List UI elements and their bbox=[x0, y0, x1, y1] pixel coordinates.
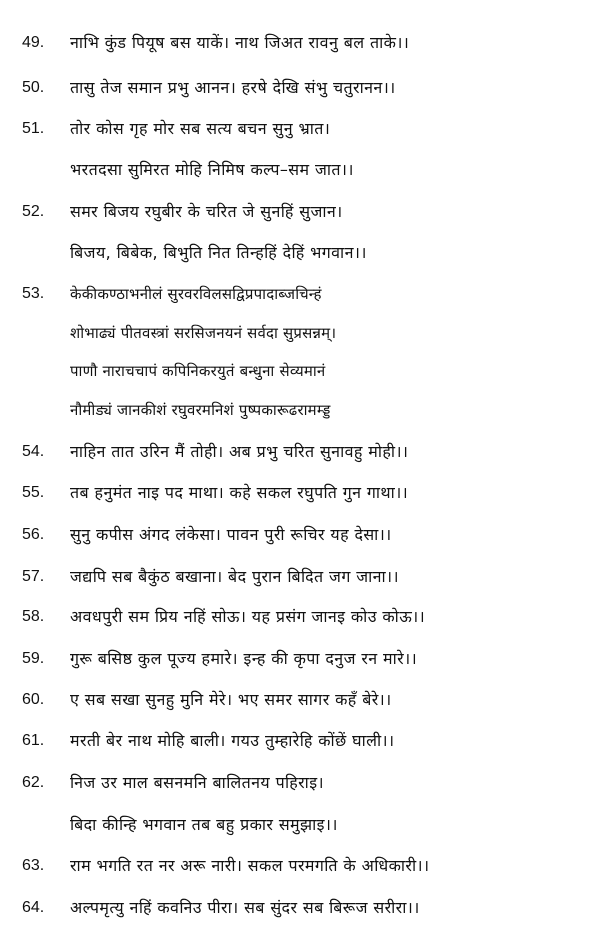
verse-number: 56. bbox=[22, 526, 45, 543]
verse-line bbox=[0, 73, 600, 103]
verse-line bbox=[0, 520, 600, 550]
verse-line bbox=[0, 893, 600, 923]
verse-text: जद्यपि सब बैकुंठ बखाना। बेद पुरान बिदित जग जाना।। bbox=[70, 567, 399, 586]
verse-line bbox=[0, 726, 600, 756]
verse-text: अवधपुरी सम प्रिय नहिं सोऊ। यह प्रसंग जानइ कोउ कोऊ।। bbox=[70, 607, 426, 626]
verse-text: केकीकण्ठाभनीलं सुरवरविलसद्विप्रपादाब्जचिन्हं bbox=[70, 285, 322, 303]
verse-line bbox=[0, 851, 600, 881]
verse-text: तोर कोस गृह मोर सब सत्य बचन सुनु भ्रात। bbox=[70, 119, 331, 138]
verse-number: 64. bbox=[22, 899, 45, 916]
verse-number: 57. bbox=[22, 568, 45, 585]
verse-number: 55. bbox=[22, 484, 45, 501]
verse-line bbox=[0, 685, 600, 715]
verse-line bbox=[0, 238, 600, 268]
verse-text: ए सब सखा सुनहु मुनि मेरे। भए समर सागर कहँ बेरे।। bbox=[70, 690, 392, 709]
verse-text: सुनु कपीस अंगद लंकेसा। पावन पुरी रूचिर यह देसा।। bbox=[70, 525, 392, 544]
verse-line bbox=[0, 395, 600, 425]
verse-text: बिजय, बिबेक, बिभुति नित तिन्हहिं देहिं भगवान।। bbox=[70, 243, 367, 262]
verse-line bbox=[0, 810, 600, 840]
verse-text: तब हनुमंत नाइ पद माथा। कहे सकल रघुपति गुन गाथा।। bbox=[70, 483, 409, 502]
verse-number: 52. bbox=[22, 203, 45, 220]
verse-number: 53. bbox=[22, 285, 45, 302]
verse-text: मरती बेर नाथ मोहि बाली। गयउ तुम्हारेहि कोंछें घाली।। bbox=[70, 731, 395, 750]
verse-text: शोभाढ्यं पीतवस्त्रां सरसिजनयनं सर्वदा सुप्रसन्नम्। bbox=[70, 324, 337, 342]
verse-number: 63. bbox=[22, 857, 45, 874]
verse-number: 54. bbox=[22, 443, 45, 460]
verse-number: 62. bbox=[22, 774, 45, 791]
verse-line bbox=[0, 644, 600, 674]
verse-text: निज उर माल बसनमनि बालितनय पहिराइ। bbox=[70, 773, 324, 792]
verse-number: 60. bbox=[22, 691, 45, 708]
verse-text: तासु तेज समान प्रभु आनन। हरषे देखि संभु चतुरानन।। bbox=[70, 78, 396, 97]
verse-number: 51. bbox=[22, 120, 45, 137]
verse-line bbox=[0, 768, 600, 798]
verse-line bbox=[0, 28, 600, 58]
verse-line bbox=[0, 478, 600, 508]
verse-text: नाभि कुंड पियूष बस याकें। नाथ जिअत रावनु बल ताके।। bbox=[70, 33, 410, 52]
verse-number: 61. bbox=[22, 732, 45, 749]
verse-line bbox=[0, 155, 600, 185]
verse-line bbox=[0, 197, 600, 227]
verse-line bbox=[0, 562, 600, 592]
verse-line bbox=[0, 602, 600, 632]
verse-text: पाणौ नाराचचापं कपिनिकरयुतं बन्धुना सेव्यमानं bbox=[70, 362, 326, 380]
verse-text: राम भगति रत नर अरू नारी। सकल परमगति के अधिकारी।। bbox=[70, 856, 430, 875]
verse-number: 50. bbox=[22, 79, 45, 96]
verse-text: समर बिजय रघुबीर के चरित जे सुनहिं सुजान। bbox=[70, 202, 343, 221]
verse-text: भरतदसा सुमिरत मोहि निमिष कल्प–सम जात।। bbox=[70, 160, 354, 179]
verse-text: गुरू बसिष्ठ कुल पूज्य हमारे। इन्ह की कृपा दनुज रन मारे।। bbox=[70, 649, 418, 668]
verse-text: अल्पमृत्यु नहिं कवनिउ पीरा। सब सुंदर सब बिरूज सरीरा।। bbox=[70, 898, 420, 917]
verse-line bbox=[0, 279, 600, 309]
verse-number: 58. bbox=[22, 608, 45, 625]
verse-line bbox=[0, 356, 600, 386]
verse-text: नाहिन तात उरिन मैं तोही। अब प्रभु चरित सुनावहु मोही।। bbox=[70, 442, 409, 461]
verse-text: बिदा कीन्हि भगवान तब बहु प्रकार समुझाइ।। bbox=[70, 815, 338, 834]
verse-line bbox=[0, 114, 600, 144]
verse-line bbox=[0, 437, 600, 467]
verse-line bbox=[0, 318, 600, 348]
verse-text: नौमीड्यं जानकीशं रघुवरमनिशं पुष्पकारूढरामम्ड्ड bbox=[70, 401, 331, 419]
verse-number: 49. bbox=[22, 34, 45, 51]
verse-number: 59. bbox=[22, 650, 45, 667]
